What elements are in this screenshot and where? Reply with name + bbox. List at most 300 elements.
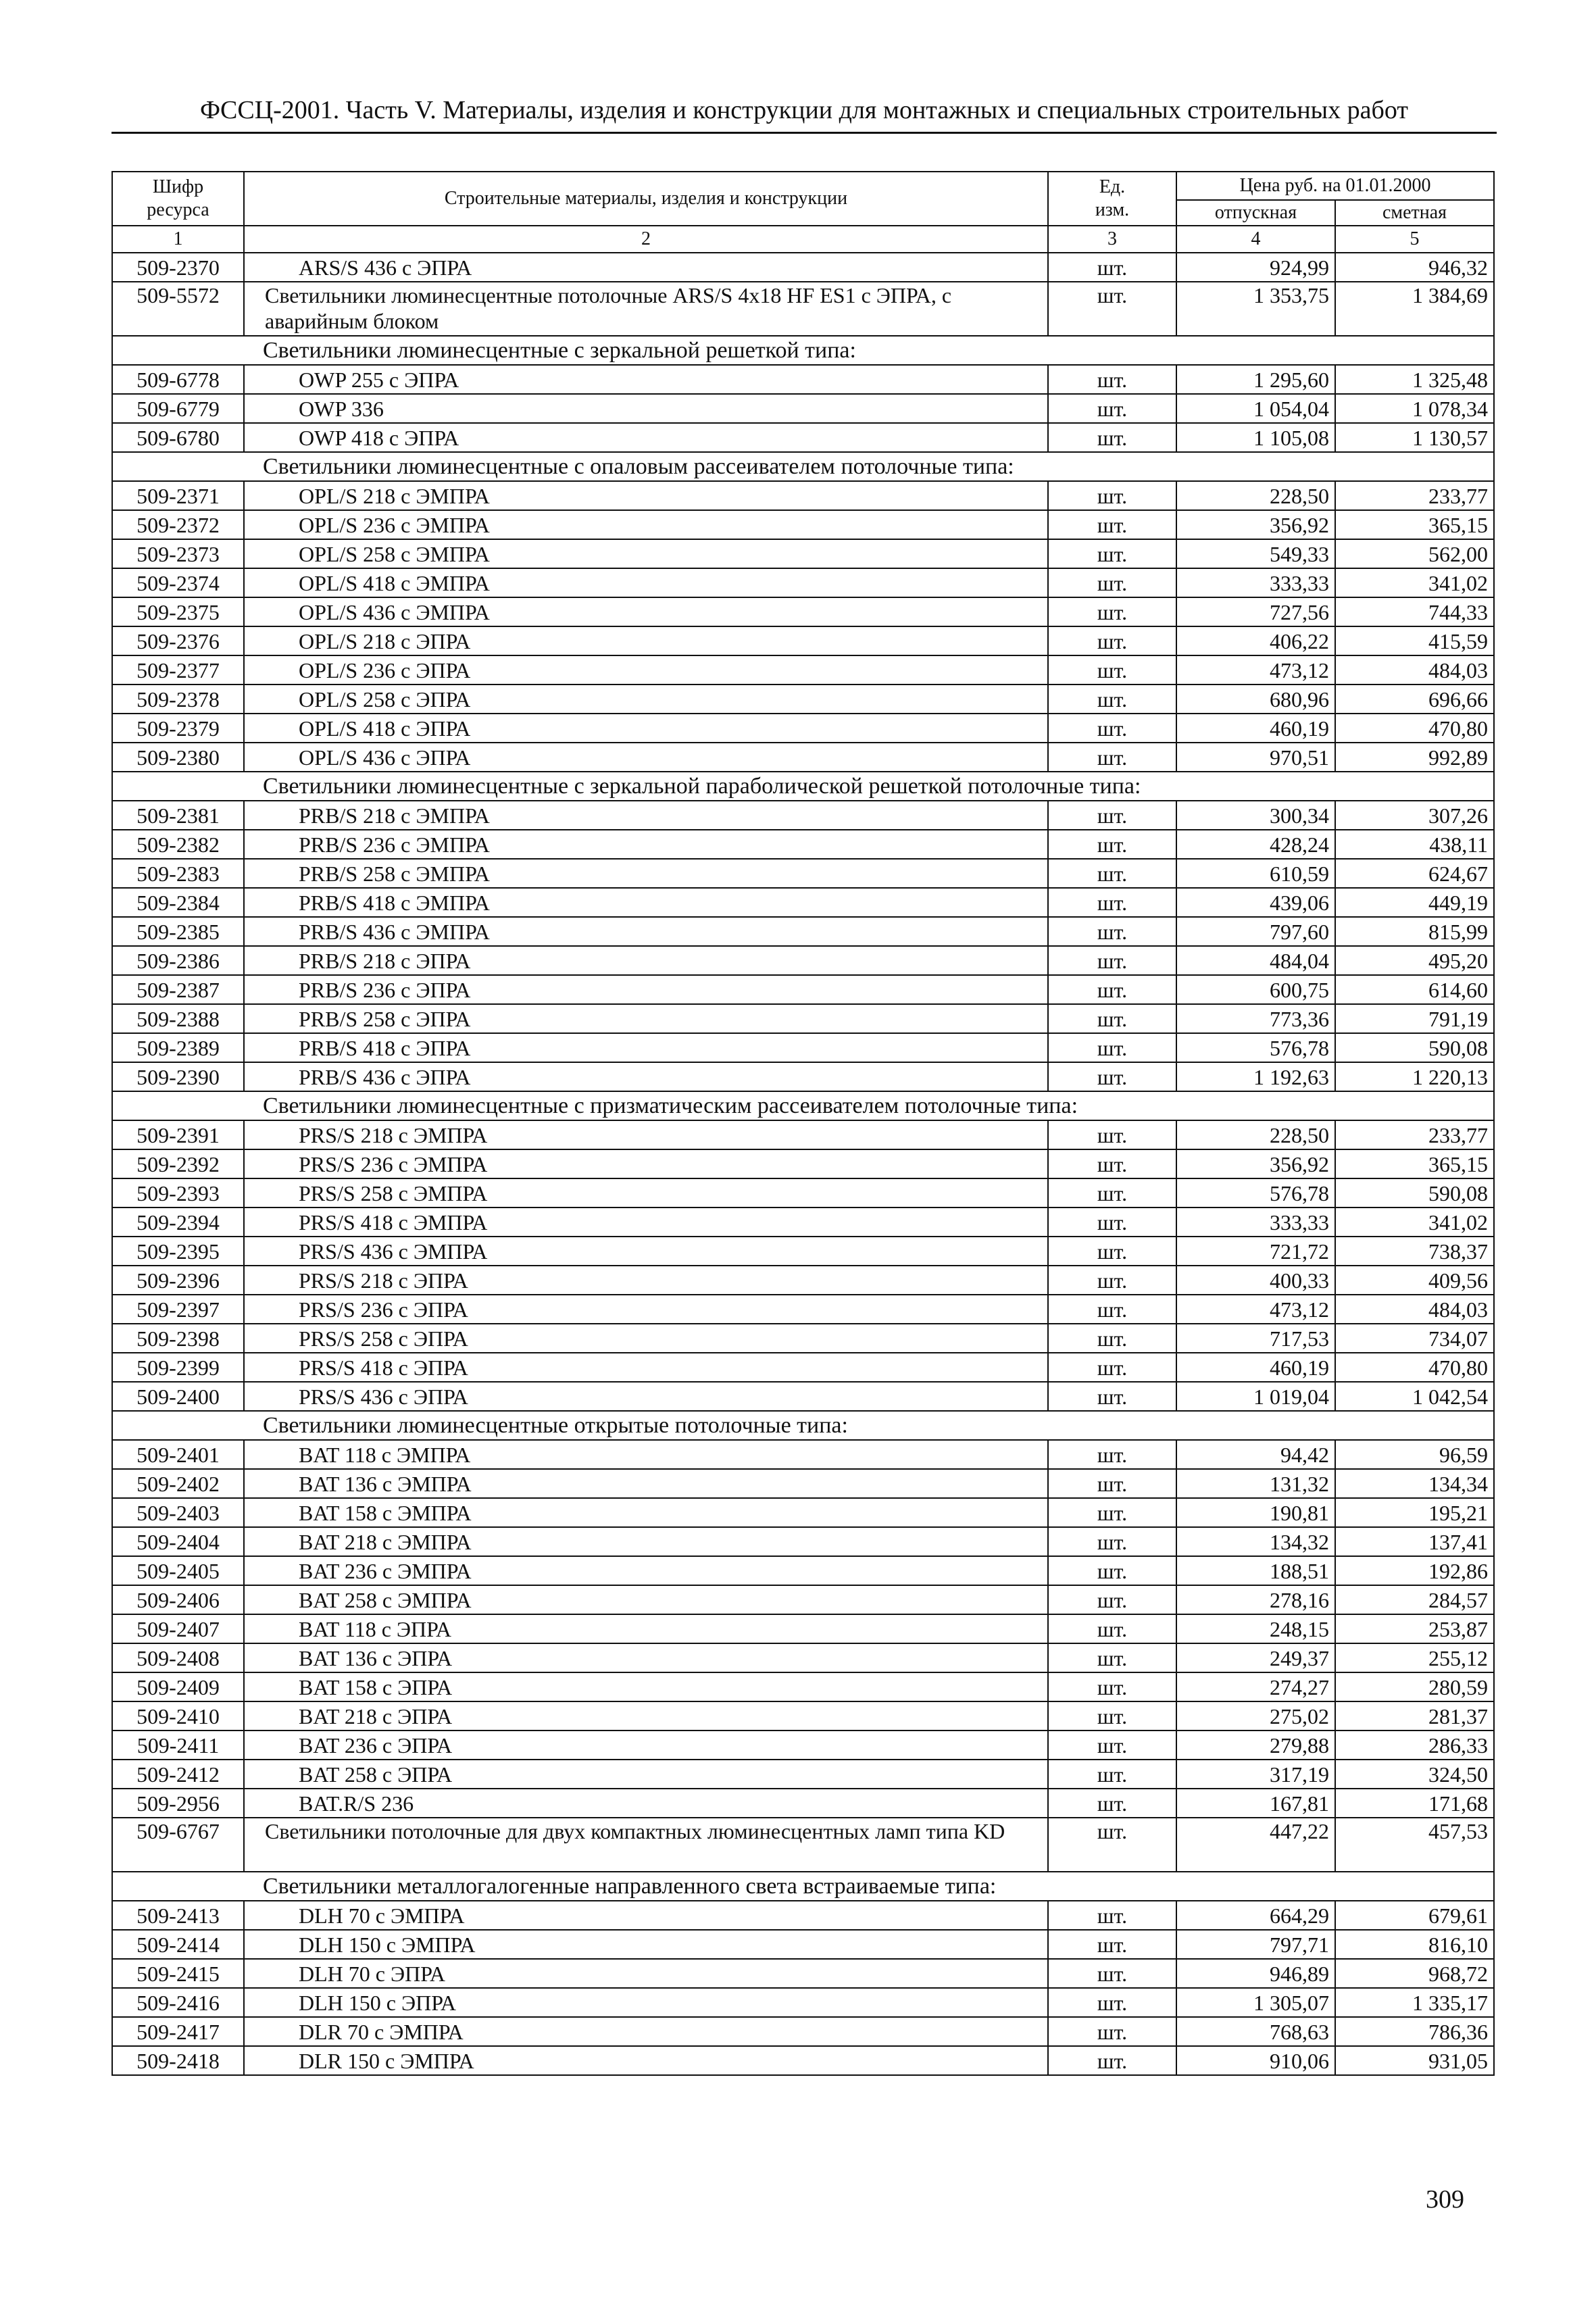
table-row — [112, 1818, 1494, 1872]
item-name: BAT 258 с ЭМПРА — [244, 1585, 1048, 1614]
table-row — [112, 714, 1494, 743]
resource-code: 509-2402 — [112, 1469, 244, 1498]
item-name: OPL/S 436 с ЭПРА — [244, 743, 1048, 772]
price-estimate: 1 220,13 — [1335, 1062, 1494, 1091]
resource-code: 509-2380 — [112, 743, 244, 772]
unit: шт. — [1048, 1614, 1176, 1643]
unit: шт. — [1048, 539, 1176, 568]
header-rule — [111, 132, 1497, 134]
section-title: Светильники люминесцентные с опаловым рассеивателем потолочные типа: — [112, 452, 1494, 481]
section-row — [112, 1091, 1494, 1120]
item-name: OWP 418 с ЭПРА — [244, 423, 1048, 452]
unit: шт. — [1048, 253, 1176, 282]
item-name: BAT 158 с ЭПРА — [244, 1672, 1048, 1701]
price-release: 228,50 — [1176, 1120, 1335, 1149]
price-release: 406,22 — [1176, 626, 1335, 655]
price-estimate: 324,50 — [1335, 1760, 1494, 1789]
resource-code: 509-2371 — [112, 481, 244, 510]
resource-code: 509-2378 — [112, 684, 244, 714]
item-name: PRB/S 218 с ЭПРА — [244, 946, 1048, 975]
table-row — [112, 394, 1494, 423]
unit: шт. — [1048, 1208, 1176, 1237]
header-code-line2: ресурса — [147, 199, 209, 220]
price-release: 300,34 — [1176, 801, 1335, 830]
price-release: 924,99 — [1176, 253, 1335, 282]
table-row — [112, 1556, 1494, 1585]
item-name: PRB/S 436 с ЭМПРА — [244, 917, 1048, 946]
price-estimate: 409,56 — [1335, 1266, 1494, 1295]
price-estimate: 365,15 — [1335, 1149, 1494, 1178]
table-row — [112, 1959, 1494, 1988]
price-release: 473,12 — [1176, 1295, 1335, 1324]
unit: шт. — [1048, 510, 1176, 539]
price-release: 228,50 — [1176, 481, 1335, 510]
header-name: Строительные материалы, изделия и конструкции — [244, 172, 1048, 226]
price-estimate: 1 042,54 — [1335, 1382, 1494, 1411]
resource-code: 509-2413 — [112, 1901, 244, 1930]
price-release: 1 019,04 — [1176, 1382, 1335, 1411]
unit: шт. — [1048, 830, 1176, 859]
item-name: Светильники потолочные для двух компактных люминесцентных ламп типа KD — [244, 1818, 1048, 1872]
price-estimate: 992,89 — [1335, 743, 1494, 772]
unit: шт. — [1048, 1469, 1176, 1498]
item-name: OPL/S 218 с ЭМПРА — [244, 481, 1048, 510]
price-estimate: 192,86 — [1335, 1556, 1494, 1585]
item-name: BAT 118 с ЭПРА — [244, 1614, 1048, 1643]
price-release: 1 295,60 — [1176, 365, 1335, 394]
price-release: 773,36 — [1176, 1004, 1335, 1033]
price-estimate: 171,68 — [1335, 1789, 1494, 1818]
item-name: BAT 136 с ЭПРА — [244, 1643, 1048, 1672]
item-name: PRS/S 418 с ЭПРА — [244, 1353, 1048, 1382]
unit: шт. — [1048, 655, 1176, 684]
table-row — [112, 1324, 1494, 1353]
resource-code: 509-2403 — [112, 1498, 244, 1527]
item-name: PRS/S 236 с ЭМПРА — [244, 1149, 1048, 1178]
resource-code: 509-2396 — [112, 1266, 244, 1295]
item-name: OPL/S 418 с ЭПРА — [244, 714, 1048, 743]
item-name: BAT 258 с ЭПРА — [244, 1760, 1048, 1789]
resource-code: 509-2405 — [112, 1556, 244, 1585]
unit: шт. — [1048, 946, 1176, 975]
table-row — [112, 510, 1494, 539]
table-row — [112, 626, 1494, 655]
header-price-estimate: сметная — [1335, 200, 1494, 226]
section-title: Светильники люминесцентные с зеркальной решеткой типа: — [112, 336, 1494, 365]
price-estimate: 786,36 — [1335, 2017, 1494, 2046]
price-release: 1 105,08 — [1176, 423, 1335, 452]
resource-code: 509-2408 — [112, 1643, 244, 1672]
resource-code: 509-2382 — [112, 830, 244, 859]
item-name: DLH 70 с ЭМПРА — [244, 1901, 1048, 1930]
resource-code: 509-2418 — [112, 2046, 244, 2075]
price-estimate: 495,20 — [1335, 946, 1494, 975]
table-row — [112, 1498, 1494, 1527]
table-row — [112, 253, 1494, 282]
unit: шт. — [1048, 975, 1176, 1004]
unit: шт. — [1048, 1672, 1176, 1701]
price-estimate: 696,66 — [1335, 684, 1494, 714]
table-row — [112, 1004, 1494, 1033]
unit: шт. — [1048, 2046, 1176, 2075]
price-estimate: 734,07 — [1335, 1324, 1494, 1353]
unit: шт. — [1048, 1353, 1176, 1382]
resource-code: 509-2416 — [112, 1988, 244, 2017]
unit: шт. — [1048, 714, 1176, 743]
price-table — [111, 171, 1495, 2076]
price-release: 473,12 — [1176, 655, 1335, 684]
header-price: Цена руб. на 01.01.2000 — [1176, 172, 1494, 200]
resource-code: 509-6779 — [112, 394, 244, 423]
unit: шт. — [1048, 1033, 1176, 1062]
unit: шт. — [1048, 1959, 1176, 1988]
item-name: BAT 118 с ЭМПРА — [244, 1440, 1048, 1469]
header-price-release: отпускная — [1176, 200, 1335, 226]
header-code-line1: Шифр — [152, 176, 204, 197]
price-estimate: 816,10 — [1335, 1930, 1494, 1959]
unit: шт. — [1048, 1988, 1176, 2017]
table-row — [112, 1789, 1494, 1818]
price-release: 1 192,63 — [1176, 1062, 1335, 1091]
table-row — [112, 917, 1494, 946]
unit: шт. — [1048, 1930, 1176, 1959]
item-name: BAT 236 с ЭПРА — [244, 1731, 1048, 1760]
resource-code: 509-2956 — [112, 1789, 244, 1818]
price-estimate: 365,15 — [1335, 510, 1494, 539]
item-name: PRB/S 218 с ЭМПРА — [244, 801, 1048, 830]
resource-code: 509-2410 — [112, 1701, 244, 1731]
resource-code: 509-2372 — [112, 510, 244, 539]
resource-code: 509-2376 — [112, 626, 244, 655]
item-name: BAT.R/S 236 — [244, 1789, 1048, 1818]
item-name: DLH 70 с ЭПРА — [244, 1959, 1048, 1988]
price-estimate: 738,37 — [1335, 1237, 1494, 1266]
unit: шт. — [1048, 1149, 1176, 1178]
resource-code: 509-2387 — [112, 975, 244, 1004]
table-row — [112, 655, 1494, 684]
table-row — [112, 830, 1494, 859]
price-estimate: 341,02 — [1335, 1208, 1494, 1237]
resource-code: 509-6780 — [112, 423, 244, 452]
resource-code: 509-2390 — [112, 1062, 244, 1091]
price-release: 727,56 — [1176, 597, 1335, 626]
table-row — [112, 801, 1494, 830]
price-release: 279,88 — [1176, 1731, 1335, 1760]
price-estimate: 590,08 — [1335, 1178, 1494, 1208]
item-name: OPL/S 258 с ЭПРА — [244, 684, 1048, 714]
unit: шт. — [1048, 481, 1176, 510]
price-estimate: 449,19 — [1335, 888, 1494, 917]
section-row — [112, 452, 1494, 481]
price-release: 768,63 — [1176, 2017, 1335, 2046]
resource-code: 509-2381 — [112, 801, 244, 830]
section-title: Светильники люминесцентные открытые потолочные типа: — [112, 1411, 1494, 1440]
table-row — [112, 1237, 1494, 1266]
section-row — [112, 1411, 1494, 1440]
table-row — [112, 1062, 1494, 1091]
table-row — [112, 859, 1494, 888]
column-number-4: 4 — [1176, 226, 1335, 253]
price-release: 439,06 — [1176, 888, 1335, 917]
unit: шт. — [1048, 423, 1176, 452]
table-row — [112, 1469, 1494, 1498]
table-row — [112, 1266, 1494, 1295]
table-row — [112, 481, 1494, 510]
resource-code: 509-2386 — [112, 946, 244, 975]
unit: шт. — [1048, 684, 1176, 714]
price-estimate: 679,61 — [1335, 1901, 1494, 1930]
price-estimate: 1 384,69 — [1335, 282, 1494, 336]
section-row — [112, 1872, 1494, 1901]
unit: шт. — [1048, 1062, 1176, 1091]
resource-code: 509-2412 — [112, 1760, 244, 1789]
table-row — [112, 1382, 1494, 1411]
table-row — [112, 888, 1494, 917]
price-estimate: 791,19 — [1335, 1004, 1494, 1033]
price-estimate: 457,53 — [1335, 1818, 1494, 1872]
unit: шт. — [1048, 597, 1176, 626]
resource-code: 509-2383 — [112, 859, 244, 888]
section-title: Светильники люминесцентные с зеркальной параболической решеткой потолочные типа: — [112, 772, 1494, 801]
price-estimate: 341,02 — [1335, 568, 1494, 597]
unit: шт. — [1048, 1556, 1176, 1585]
price-estimate: 134,34 — [1335, 1469, 1494, 1498]
table-row — [112, 282, 1494, 336]
resource-code: 509-2393 — [112, 1178, 244, 1208]
resource-code: 509-2370 — [112, 253, 244, 282]
resource-code: 509-2411 — [112, 1731, 244, 1760]
price-estimate: 931,05 — [1335, 2046, 1494, 2075]
resource-code: 509-2399 — [112, 1353, 244, 1382]
resource-code: 509-2388 — [112, 1004, 244, 1033]
page-number: 309 — [1426, 2185, 1464, 2214]
table-row — [112, 1353, 1494, 1382]
unit: шт. — [1048, 365, 1176, 394]
price-estimate: 233,77 — [1335, 1120, 1494, 1149]
resource-code: 509-2394 — [112, 1208, 244, 1237]
unit: шт. — [1048, 859, 1176, 888]
resource-code: 509-2409 — [112, 1672, 244, 1701]
table-row — [112, 423, 1494, 452]
table-row — [112, 1760, 1494, 1789]
resource-code: 509-2377 — [112, 655, 244, 684]
section-title: Светильники люминесцентные с призматическим рассеивателем потолочные типа: — [112, 1091, 1494, 1120]
resource-code: 509-2384 — [112, 888, 244, 917]
resource-code: 509-2395 — [112, 1237, 244, 1266]
table-row — [112, 1527, 1494, 1556]
item-name: PRB/S 236 с ЭМПРА — [244, 830, 1048, 859]
unit: шт. — [1048, 1818, 1176, 1872]
unit: шт. — [1048, 1701, 1176, 1731]
price-release: 721,72 — [1176, 1237, 1335, 1266]
item-name: BAT 218 с ЭМПРА — [244, 1527, 1048, 1556]
item-name: BAT 136 с ЭМПРА — [244, 1469, 1048, 1498]
resource-code: 509-2392 — [112, 1149, 244, 1178]
table-row — [112, 1701, 1494, 1731]
table-row — [112, 1440, 1494, 1469]
price-estimate: 968,72 — [1335, 1959, 1494, 1988]
table-row — [112, 568, 1494, 597]
page-header: ФССЦ-2001. Часть V. Материалы, изделия и конструкции для монтажных и специальных строительных работ — [199, 96, 1408, 124]
section-row — [112, 772, 1494, 801]
resource-code: 509-2397 — [112, 1295, 244, 1324]
table-row — [112, 1901, 1494, 1930]
unit: шт. — [1048, 1440, 1176, 1469]
item-name: BAT 236 с ЭМПРА — [244, 1556, 1048, 1585]
section-row — [112, 336, 1494, 365]
price-estimate: 590,08 — [1335, 1033, 1494, 1062]
unit: шт. — [1048, 1324, 1176, 1353]
unit: шт. — [1048, 1178, 1176, 1208]
table-row — [112, 365, 1494, 394]
price-release: 1 305,07 — [1176, 1988, 1335, 2017]
price-estimate: 195,21 — [1335, 1498, 1494, 1527]
table-row — [112, 684, 1494, 714]
price-release: 910,06 — [1176, 2046, 1335, 2075]
price-release: 274,27 — [1176, 1672, 1335, 1701]
price-estimate: 1 335,17 — [1335, 1988, 1494, 2017]
price-estimate: 744,33 — [1335, 597, 1494, 626]
resource-code: 509-2404 — [112, 1527, 244, 1556]
item-name: PRS/S 436 с ЭПРА — [244, 1382, 1048, 1411]
price-release: 610,59 — [1176, 859, 1335, 888]
price-estimate: 286,33 — [1335, 1731, 1494, 1760]
price-estimate: 815,99 — [1335, 917, 1494, 946]
price-release: 428,24 — [1176, 830, 1335, 859]
column-number-2: 2 — [244, 226, 1048, 253]
price-estimate: 470,80 — [1335, 714, 1494, 743]
price-release: 664,29 — [1176, 1901, 1335, 1930]
price-estimate: 255,12 — [1335, 1643, 1494, 1672]
price-release: 680,96 — [1176, 684, 1335, 714]
unit: шт. — [1048, 743, 1176, 772]
price-release: 333,33 — [1176, 1208, 1335, 1237]
price-release: 549,33 — [1176, 539, 1335, 568]
price-release: 460,19 — [1176, 1353, 1335, 1382]
price-estimate: 470,80 — [1335, 1353, 1494, 1382]
table-row — [112, 1178, 1494, 1208]
header-unit-line1: Ед. — [1099, 176, 1126, 197]
price-release: 249,37 — [1176, 1643, 1335, 1672]
item-name: OPL/S 418 с ЭМПРА — [244, 568, 1048, 597]
item-name: DLH 150 с ЭПРА — [244, 1988, 1048, 2017]
table-row — [112, 2017, 1494, 2046]
item-name: OWP 336 — [244, 394, 1048, 423]
price-release: 576,78 — [1176, 1033, 1335, 1062]
unit: шт. — [1048, 1266, 1176, 1295]
price-release: 278,16 — [1176, 1585, 1335, 1614]
price-estimate: 253,87 — [1335, 1614, 1494, 1643]
unit: шт. — [1048, 1004, 1176, 1033]
resource-code: 509-2389 — [112, 1033, 244, 1062]
price-release: 797,60 — [1176, 917, 1335, 946]
table-row — [112, 539, 1494, 568]
price-estimate: 946,32 — [1335, 253, 1494, 282]
item-name: DLH 150 с ЭМПРА — [244, 1930, 1048, 1959]
item-name: OPL/S 236 с ЭМПРА — [244, 510, 1048, 539]
resource-code: 509-5572 — [112, 282, 244, 336]
item-name: PRB/S 436 с ЭПРА — [244, 1062, 1048, 1091]
item-name: DLR 150 с ЭМПРА — [244, 2046, 1048, 2075]
price-release: 134,32 — [1176, 1527, 1335, 1556]
table-row — [112, 1149, 1494, 1178]
column-number-3: 3 — [1048, 226, 1176, 253]
table-row — [112, 597, 1494, 626]
item-name: PRS/S 436 с ЭМПРА — [244, 1237, 1048, 1266]
price-estimate: 137,41 — [1335, 1527, 1494, 1556]
item-name: ARS/S 436 с ЭПРА — [244, 253, 1048, 282]
table-row — [112, 1614, 1494, 1643]
item-name: OPL/S 258 с ЭМПРА — [244, 539, 1048, 568]
price-release: 167,81 — [1176, 1789, 1335, 1818]
price-release: 1 353,75 — [1176, 282, 1335, 336]
unit: шт. — [1048, 626, 1176, 655]
item-name: PRS/S 258 с ЭПРА — [244, 1324, 1048, 1353]
header-unit — [1048, 172, 1176, 226]
resource-code: 509-6778 — [112, 365, 244, 394]
table-row — [112, 1033, 1494, 1062]
table-row — [112, 1643, 1494, 1672]
table-row — [112, 1988, 1494, 2017]
column-number-1: 1 — [112, 226, 244, 253]
price-estimate: 307,26 — [1335, 801, 1494, 830]
price-release: 356,92 — [1176, 510, 1335, 539]
resource-code: 509-2401 — [112, 1440, 244, 1469]
price-release: 317,19 — [1176, 1760, 1335, 1789]
resource-code: 509-2373 — [112, 539, 244, 568]
unit: шт. — [1048, 1382, 1176, 1411]
price-release: 797,71 — [1176, 1930, 1335, 1959]
item-name: PRB/S 258 с ЭПРА — [244, 1004, 1048, 1033]
price-release: 94,42 — [1176, 1440, 1335, 1469]
table-row — [112, 1731, 1494, 1760]
item-name: PRB/S 258 с ЭМПРА — [244, 859, 1048, 888]
table-row — [112, 1930, 1494, 1959]
resource-code: 509-2375 — [112, 597, 244, 626]
resource-code: 509-2398 — [112, 1324, 244, 1353]
price-estimate: 438,11 — [1335, 830, 1494, 859]
item-name: PRS/S 236 с ЭПРА — [244, 1295, 1048, 1324]
price-estimate: 484,03 — [1335, 1295, 1494, 1324]
resource-code: 509-2417 — [112, 2017, 244, 2046]
unit: шт. — [1048, 1237, 1176, 1266]
item-name: DLR 70 с ЭМПРА — [244, 2017, 1048, 2046]
price-estimate: 281,37 — [1335, 1701, 1494, 1731]
price-release: 356,92 — [1176, 1149, 1335, 1178]
resource-code: 509-2414 — [112, 1930, 244, 1959]
price-estimate: 1 325,48 — [1335, 365, 1494, 394]
item-name: BAT 158 с ЭМПРА — [244, 1498, 1048, 1527]
price-release: 576,78 — [1176, 1178, 1335, 1208]
price-estimate: 233,77 — [1335, 481, 1494, 510]
resource-code: 509-2400 — [112, 1382, 244, 1411]
price-estimate: 280,59 — [1335, 1672, 1494, 1701]
price-release: 447,22 — [1176, 1818, 1335, 1872]
price-release: 400,33 — [1176, 1266, 1335, 1295]
table-row — [112, 1208, 1494, 1237]
unit: шт. — [1048, 2017, 1176, 2046]
column-number-5: 5 — [1335, 226, 1494, 253]
price-release: 275,02 — [1176, 1701, 1335, 1731]
price-release: 1 054,04 — [1176, 394, 1335, 423]
price-release: 600,75 — [1176, 975, 1335, 1004]
resource-code: 509-2379 — [112, 714, 244, 743]
table-row — [112, 975, 1494, 1004]
item-name: PRB/S 418 с ЭПРА — [244, 1033, 1048, 1062]
resource-code: 509-2406 — [112, 1585, 244, 1614]
item-name: PRB/S 418 с ЭМПРА — [244, 888, 1048, 917]
item-name: OPL/S 236 с ЭПРА — [244, 655, 1048, 684]
